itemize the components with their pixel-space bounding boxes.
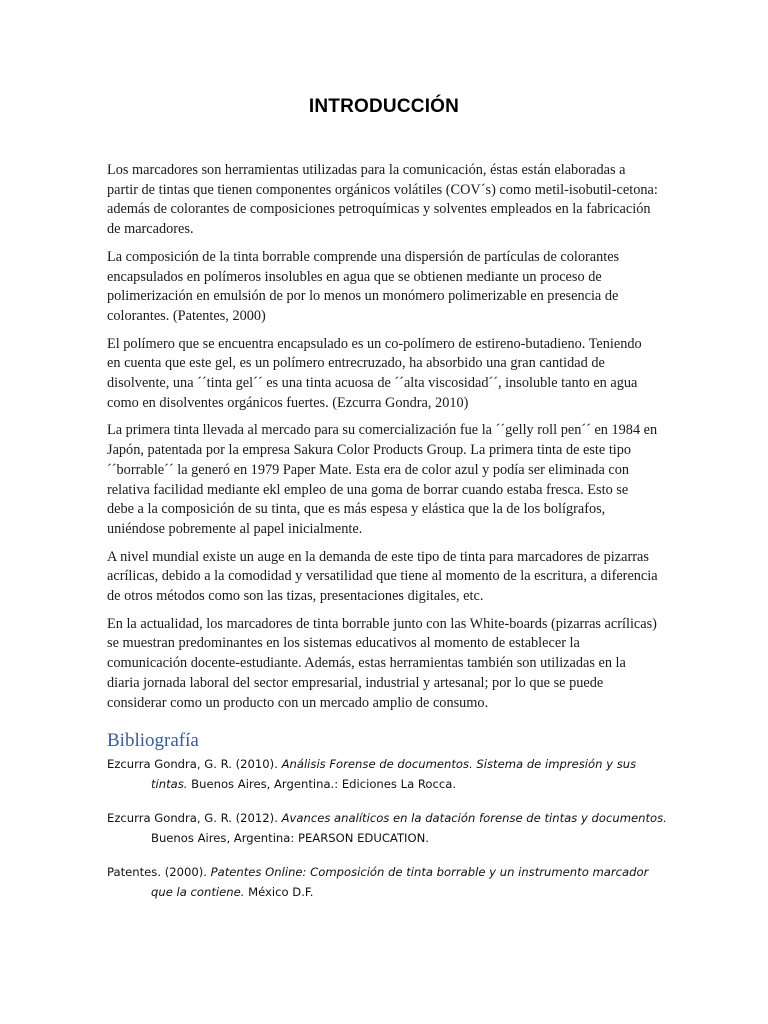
bibliography-entry: [107, 809, 667, 848]
ref-title: Análisis Forense de documentos. Sistema de impresión y sus tintas.: [151, 757, 637, 791]
bibliography-heading: Bibliografía: [107, 730, 199, 751]
ref-author: Patentes. (2000).: [107, 865, 211, 879]
ref-publisher: México D.F.: [244, 884, 314, 899]
ref-title: Avances analíticos en la datación forense de tintas y documentos.: [281, 811, 667, 825]
ref-title: Patentes Online: Composición de tinta borrable y un instrumento marcador que la contiene.: [151, 865, 649, 899]
paragraph: En la actualidad, los marcadores de tinta borrable junto con las White-boards (pizarras acrílicas) se muestran predominantes en los sistemas educativos al momento de establecer la comunicación docente-estudiante. Además, estas herramientas también son utilizadas en la diaria jornada laboral del sector empresarial, industrial y artesanal; por lo que se puede considerar como un producto con un mercado amplio de consumo.: [107, 615, 657, 711]
page-title: INTRODUCCIÓN: [308, 96, 460, 117]
paragraph: La composición de la tinta borrable comprende una dispersión de partículas de colorantes encapsulados en polímeros insolubles en agua que se obtienen mediante un proceso de polimerización en emulsión de por lo menos un monómero polimerizable en presencia de colorantes. (Patentes, 2000): [107, 248, 620, 324]
bibliography-list: [107, 755, 667, 917]
bibliography-entry: [107, 755, 667, 794]
paragraph: Los marcadores son herramientas utilizadas para la comunicación, éstas están elaboradas a partir de tintas que tienen componentes orgánicos volátiles (COV´s) como metil-isobutil-cetona: además de colorantes de composiciones petroquímicas y solventes empleados en la fabricación de marcadores.: [107, 162, 658, 238]
ref-publisher: Buenos Aires, Argentina.: Ediciones La Rocca.: [187, 776, 457, 791]
bibliography-entry: [107, 863, 667, 902]
paragraph: La primera tinta llevada al mercado para su comercialización fue la ´´gelly roll pen´´ en 1984 en Japón, patentada por la empresa Sakura Color Products Group. La primera tinta de este tipo ´´borrable´´ la generó en 1979 Paper Mate. Esta era de color azul y podía ser eliminada con relativa facilidad mediante ekl empleo de una goma de borrar cuando estaba fresca. Esto se debe a la composición de su tinta, que es más espesa y elástica que la de los bolígrafos, uniéndose pobremente al papel inicialmente.: [107, 422, 658, 537]
paragraph: A nivel mundial existe un auge en la demanda de este tipo de tinta para marcadores de pizarras acrílicas, debido a la comodidad y versatilidad que tiene al momento de la escritura, a diferencia de otros métodos como son las tizas, presentaciones digitales, etc.: [107, 548, 658, 605]
ref-author: Ezcurra Gondra, G. R. (2012).: [107, 811, 282, 825]
ref-publisher: Buenos Aires, Argentina: PEARSON EDUCATION.: [151, 830, 429, 845]
ref-author: Ezcurra Gondra, G. R. (2010).: [107, 757, 282, 771]
paragraph: El polímero que se encuentra encapsulado es un co-polímero de estireno-butadieno. Teniendo en cuenta que este gel, es un polímero entrecruzado, ha absorbido una gran cantidad de disolvente, una ´´tinta gel´´ es una tinta acuosa de ´´alta viscosidad´´, insoluble tanto en agua como en disolventes orgánicos fuertes. (Ezcurra Gondra, 2010): [107, 335, 642, 411]
body-text: [107, 161, 658, 721]
